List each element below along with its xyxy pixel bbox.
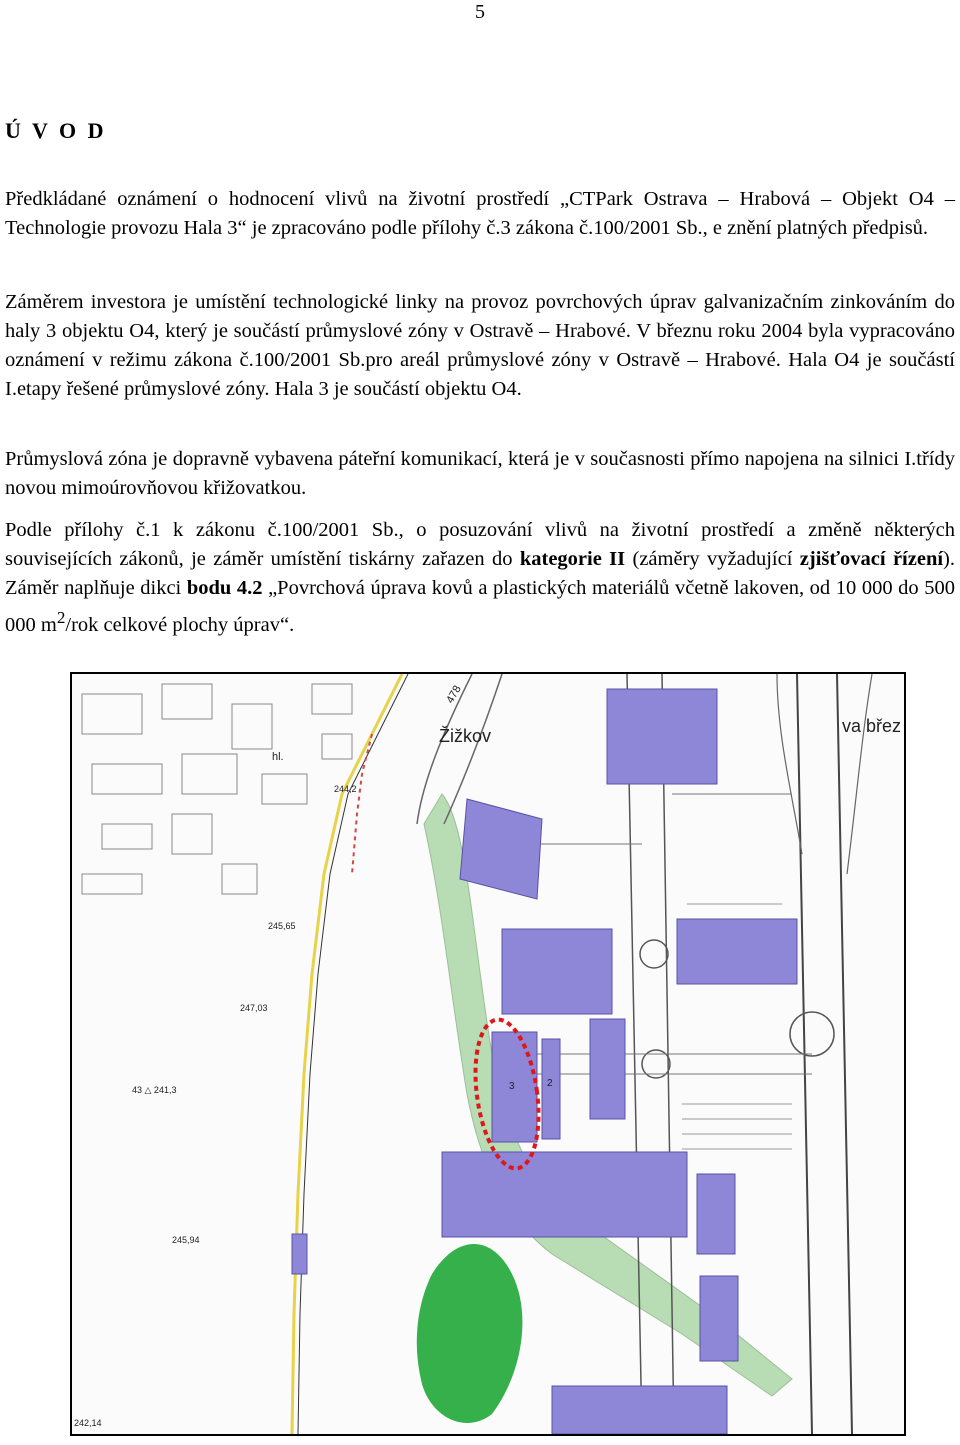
paragraph-text [5, 516, 955, 640]
label-elevation: 247,03 [240, 1003, 268, 1013]
page-heading: Ú V O D [5, 118, 107, 143]
label-elevation: 245,65 [268, 921, 296, 931]
label-elevation: 244,2 [334, 784, 357, 794]
text-run: ). Záměr naplňuje dikci [5, 548, 955, 599]
label-hall-3: 3 [509, 1081, 515, 1092]
building [292, 1234, 307, 1274]
building [552, 1386, 727, 1434]
label-elevation: 43 △ 241,3 [132, 1085, 177, 1095]
paragraph-classification [5, 516, 955, 640]
residential-blocks [82, 684, 352, 894]
building [677, 919, 797, 984]
green-area [417, 1244, 523, 1423]
label-hall-2: 2 [547, 1078, 553, 1089]
paragraph-text: Záměrem investora je umístění technologické linky na provoz povrchových úprav galvanizačním zinkováním do haly 3 objektu O4, který je součástí průmyslové zóny v Ostravě – Hrabové. V březnu roku 2004 byla vypracováno oznámení v režimu zákona č.100/2001 Sb.pro areál průmyslové zóny v Ostravě – Hrabové. Hala O4 je součástí I.etapy řešené průmyslové zóny. Hala 3 je součástí objektu O4. [5, 291, 955, 400]
category-bold: kategorie II [519, 548, 626, 570]
text-run: „Povrchová úprava kovů a plastických materiálů včetně lakoven, od 10 000 do 500 000 m [5, 577, 955, 636]
label-brez: va břez [842, 716, 902, 736]
site-map-drawing [72, 674, 904, 1434]
roundabout [790, 1012, 834, 1056]
page-number: 5 [475, 1, 485, 23]
label-hl: hl. [272, 751, 284, 763]
superscript: 2 [56, 608, 66, 627]
procedure-bold: zjišťovací řízení [799, 548, 944, 570]
text-run: Podle přílohy č.1 k zákonu č.100/2001 Sb., o posuzování vlivů na životní prostředí a změně některých souvisejících zákonů, je záměr umístění tiskárny zařazen do [5, 519, 955, 570]
ramp [847, 674, 872, 874]
point-bold: bodu 4.2 [186, 577, 263, 599]
building [607, 689, 717, 784]
building [700, 1276, 738, 1361]
text-run: (záměry vyžadující [625, 548, 800, 570]
text-run: /rok celkové plochy úprav“. [65, 613, 295, 636]
paragraph-intent [5, 288, 955, 404]
paragraph-text: Předkládané oznámení o hodnocení vlivů na životní prostředí „CTPark Ostrava – Hrabová – Objekt O4 – Technologie provozu Hala 3“ je zpracováno podle přílohy č.3 zákona č.100/2001 Sb., e znění platných předpisů. [5, 188, 955, 239]
building [460, 799, 542, 899]
building [502, 929, 612, 1014]
label-zizkov: Žižkov [439, 726, 492, 746]
label-elevation: 245,94 [172, 1235, 200, 1245]
paragraph-intro [5, 185, 955, 243]
roundabout [640, 940, 668, 968]
building [442, 1152, 687, 1237]
paragraph-transport [5, 445, 955, 503]
building [697, 1174, 735, 1254]
building [590, 1019, 625, 1119]
label-road-478: 478 [444, 683, 464, 706]
building-hall-2 [542, 1039, 560, 1139]
label-elevation: 242,14 [74, 1418, 102, 1428]
paragraph-text: Průmyslová zóna je dopravně vybavena páteřní komunikací, která je v současnosti přímo napojena na silnici I.třídy novou mimoúrovňovou křižovatkou. [5, 448, 955, 499]
site-map [70, 672, 906, 1436]
highway [837, 674, 852, 1434]
